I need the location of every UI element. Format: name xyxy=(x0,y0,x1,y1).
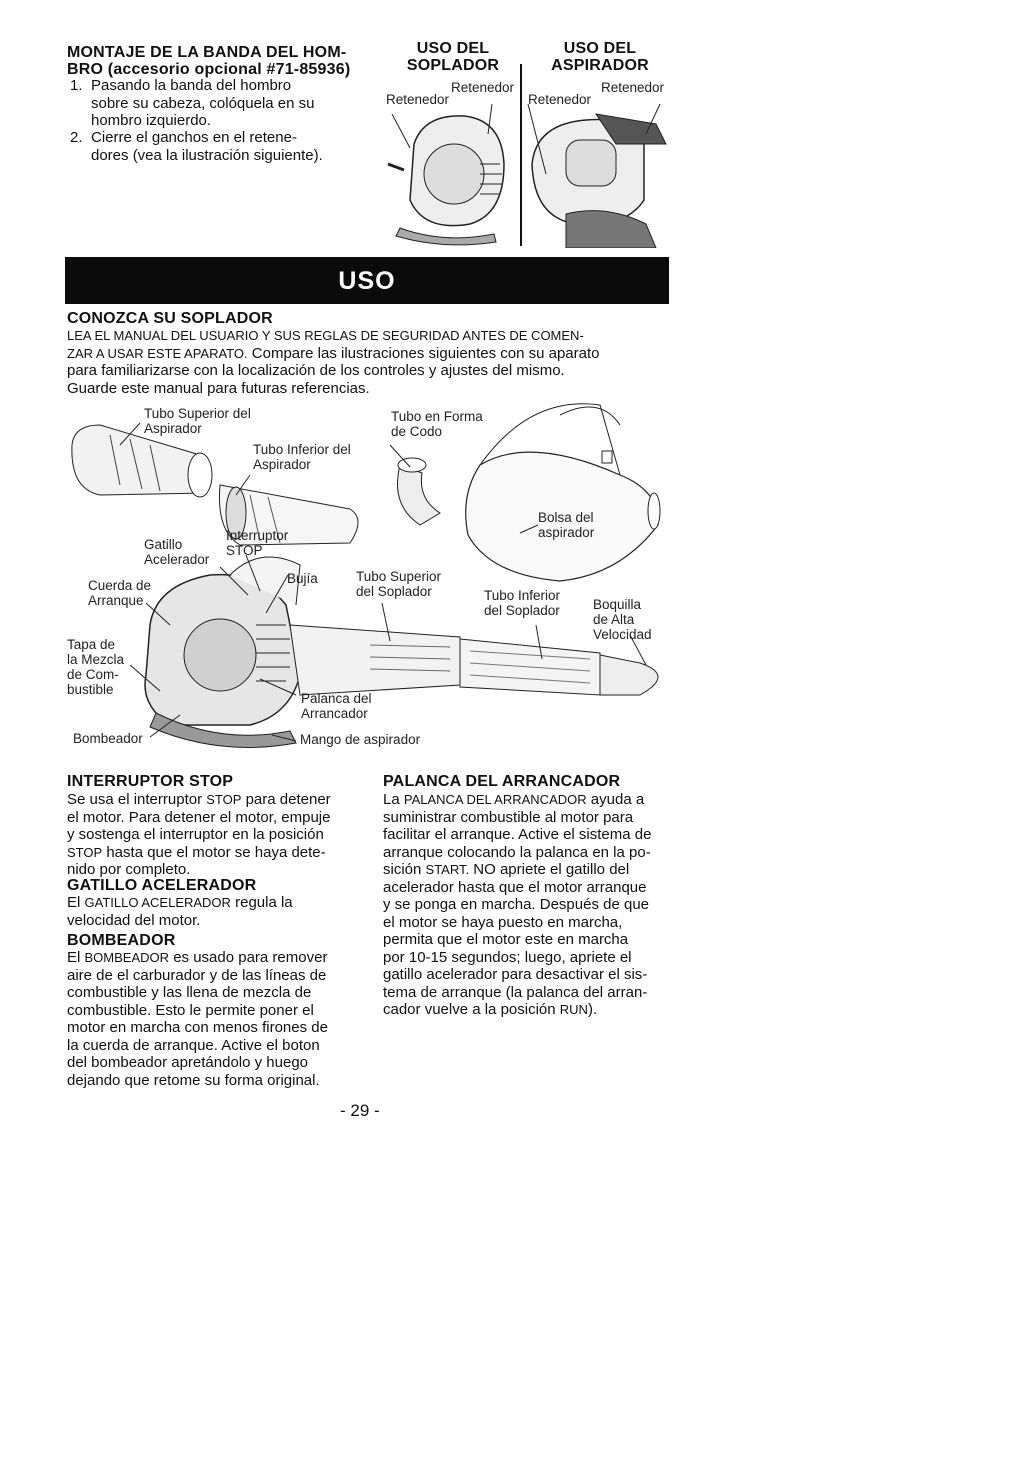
label-interruptor xyxy=(226,528,288,558)
text-line: dejando que retome su forma original. xyxy=(67,1071,320,1089)
text-line: tema de arranque (la palanca del arran- xyxy=(383,983,648,1001)
step-number: 2. xyxy=(70,129,83,146)
label-cuerda xyxy=(88,578,151,608)
banner-label: USO xyxy=(338,267,396,295)
label-line: STOP xyxy=(226,543,263,558)
montaje-step-1 xyxy=(70,77,83,95)
text: cador vuelve a la posición xyxy=(383,1001,560,1018)
text: La xyxy=(383,791,404,808)
text-line xyxy=(67,844,357,862)
text: sición xyxy=(383,861,426,878)
text-line: aire de el carburador y de las líneas de xyxy=(67,966,327,984)
label-line: Bolsa del xyxy=(538,510,594,525)
text: NO apriete el gatillo del xyxy=(469,861,630,878)
montaje-step-1-text xyxy=(91,77,314,130)
text: es usado para remover xyxy=(169,949,328,966)
label-line: Tubo Inferior xyxy=(484,588,561,603)
label-tubo-superior-aspirador xyxy=(144,406,251,436)
column-divider xyxy=(520,64,522,246)
label-line: Tubo en Forma xyxy=(391,409,483,424)
text: para detener xyxy=(241,791,331,808)
text: El xyxy=(67,949,85,966)
text-line: arranque colocando la palanca en la po- xyxy=(383,843,651,861)
retenedor-label: Retenedor xyxy=(451,80,515,95)
title-line: USO DEL xyxy=(563,40,637,57)
gatillo-title: GATILLO ACELERADOR xyxy=(67,877,257,894)
text-line: velocidad del motor. xyxy=(67,911,201,929)
label-line: Palanca del xyxy=(301,691,372,706)
label-line: Tapa de xyxy=(67,637,116,652)
step-number: 1. xyxy=(70,77,83,94)
retenedor-label: Retenedor xyxy=(386,92,450,107)
label-line: la Mezcla xyxy=(67,652,125,667)
uso-aspirador-title xyxy=(530,40,670,74)
text-line: el motor. Para detener el motor, empuje xyxy=(67,808,331,826)
text-line xyxy=(67,791,357,809)
palanca-text xyxy=(383,791,678,1019)
caps-text: STOP xyxy=(67,844,103,860)
text-line: suministrar combustible al motor para xyxy=(383,808,634,826)
text-line xyxy=(67,894,357,912)
interruptor-stop-title: INTERRUPTOR STOP xyxy=(67,773,234,790)
label-line: Interruptor xyxy=(226,528,289,543)
title-line: SOPLADOR xyxy=(406,57,500,74)
text-line: Pasando la banda del hombro xyxy=(91,77,292,94)
label-line: Acelerador xyxy=(144,552,210,567)
caps-text: GATILLO ACELERADOR xyxy=(84,895,231,910)
label-tubo-codo xyxy=(391,409,483,439)
text: hasta que el motor se haya dete- xyxy=(102,843,326,861)
text: ayuda a xyxy=(586,791,645,808)
montaje-step-2 xyxy=(70,129,83,147)
label-tubo-superior-soplador xyxy=(356,569,441,599)
text: Se usa el interruptor xyxy=(67,791,207,808)
caps-text: PALANCA DEL ARRANCADOR xyxy=(403,792,587,807)
text: ). xyxy=(587,1001,598,1018)
label-tubo-inferior-soplador xyxy=(484,588,560,618)
text-line: Guarde este manual para futuras referencias. xyxy=(67,379,370,397)
text-line: permita que el motor este en marcha xyxy=(383,931,629,948)
text-line: dores (vea la ilustración siguiente). xyxy=(91,146,323,164)
label-line: Tubo Superior xyxy=(356,569,442,584)
interruptor-stop-text xyxy=(67,791,357,879)
label-line: bustible xyxy=(67,682,114,697)
caps-text: START. xyxy=(425,862,470,877)
text-line xyxy=(383,861,678,879)
text-line: Cierre el ganchos en el retene- xyxy=(91,129,297,146)
text: El xyxy=(67,894,85,911)
bombeador-text xyxy=(67,949,357,1089)
text-line: sobre su cabeza, colóquela en su xyxy=(91,94,315,112)
text-line: y se ponga en marcha. Después de que xyxy=(383,896,650,913)
label-line: aspirador xyxy=(538,525,595,540)
text-line: la cuerda de arranque. Active el boton xyxy=(67,1036,320,1054)
label-line: del Soplador xyxy=(484,603,560,618)
conozca-paragraph xyxy=(67,327,677,397)
blower-strap-illustration xyxy=(384,104,518,248)
label-bombeador: Bombeador xyxy=(73,731,143,746)
label-line: de Com- xyxy=(67,667,119,682)
montaje-step-2-text xyxy=(91,129,323,164)
label-bolsa xyxy=(538,510,594,540)
retenedor-label: Retenedor xyxy=(601,80,665,95)
text-line: LEA EL MANUAL DEL USUARIO Y SUS REGLAS DE SEGURIDAD ANTES DE COMEN- xyxy=(67,328,584,343)
text-line: y sostenga el interruptor en la posición xyxy=(67,826,324,843)
bombeador-title: BOMBEADOR xyxy=(67,932,176,949)
text-line: para familiarizarse con la localización de los controles y ajustes del mismo. xyxy=(67,362,565,379)
text-line: por 10-15 segundos; luego, apriete el xyxy=(383,948,632,966)
label-line: Tubo Superior del xyxy=(144,406,251,421)
vacuum-strap-illustration xyxy=(526,104,668,248)
text-line: facilitar el arranque. Active el sistema de xyxy=(383,826,652,843)
text-line: el motor se haya puesto en marcha, xyxy=(383,913,623,931)
label-line: Tubo Inferior del xyxy=(253,442,351,457)
label-tapa-mezcla xyxy=(67,637,124,697)
section-banner xyxy=(65,257,669,304)
uso-soplador-title xyxy=(390,40,516,74)
conozca-title: CONOZCA SU SOPLADOR xyxy=(67,310,273,327)
label-boquilla xyxy=(593,597,652,642)
text-line: combustible. Esto le permite poner el xyxy=(67,1001,314,1019)
text-line xyxy=(67,949,357,967)
label-line: Arranque xyxy=(88,593,144,608)
text-line: acelerador hasta que el motor arranque xyxy=(383,878,647,896)
text-line: hombro izquierdo. xyxy=(91,112,212,129)
montaje-title-line2: BRO (accesorio opcional #71-85936) xyxy=(67,61,351,78)
title-line: ASPIRADOR xyxy=(551,57,649,74)
label-line: de Alta xyxy=(593,612,635,627)
label-gatillo xyxy=(144,537,209,567)
text-line xyxy=(383,1001,678,1019)
text-line xyxy=(67,345,677,363)
page-number: - 29 - xyxy=(340,1101,380,1120)
text-line: del bombeador apretándolo y huego xyxy=(67,1054,309,1071)
text-line: combustible y las llena de mezcla de xyxy=(67,984,312,1001)
label-line: del Soplador xyxy=(356,584,432,599)
label-line: de Codo xyxy=(391,424,443,439)
label-tubo-inferior-aspirador xyxy=(253,442,351,472)
label-mango: Mango de aspirador xyxy=(300,732,421,747)
text-line: nido por completo. xyxy=(67,861,191,878)
label-line: Velocidad xyxy=(593,627,652,642)
label-line: Cuerda de xyxy=(88,578,152,593)
palanca-title: PALANCA DEL ARRANCADOR xyxy=(383,773,621,790)
caps-text: ZAR A USAR ESTE APARATO. xyxy=(67,345,248,361)
label-line: Aspirador xyxy=(144,421,202,436)
caps-text: BOMBEADOR xyxy=(84,950,170,965)
gatillo-text xyxy=(67,894,357,929)
text-line: motor en marcha con menos firones de xyxy=(67,1019,328,1036)
caps-text: STOP xyxy=(206,792,242,807)
title-line: USO DEL xyxy=(416,40,490,57)
label-line: Arrancador xyxy=(301,706,368,721)
label-line: Boquilla xyxy=(593,597,642,612)
label-bujia: Bujía xyxy=(287,571,318,586)
retenedor-label: Retenedor xyxy=(528,92,592,107)
text-line xyxy=(383,791,678,809)
text: regula la xyxy=(230,894,293,911)
text: Compare las ilustraciones siguientes con su aparato xyxy=(247,344,600,362)
caps-text: RUN xyxy=(559,1002,588,1017)
label-line: Aspirador xyxy=(253,457,311,472)
label-line: Gatillo xyxy=(144,537,183,552)
montaje-title-line1: MONTAJE DE LA BANDA DEL HOM- xyxy=(67,44,347,61)
label-palanca-arrancador xyxy=(301,691,372,721)
text-line: gatillo acelerador para desactivar el sis- xyxy=(383,966,648,983)
